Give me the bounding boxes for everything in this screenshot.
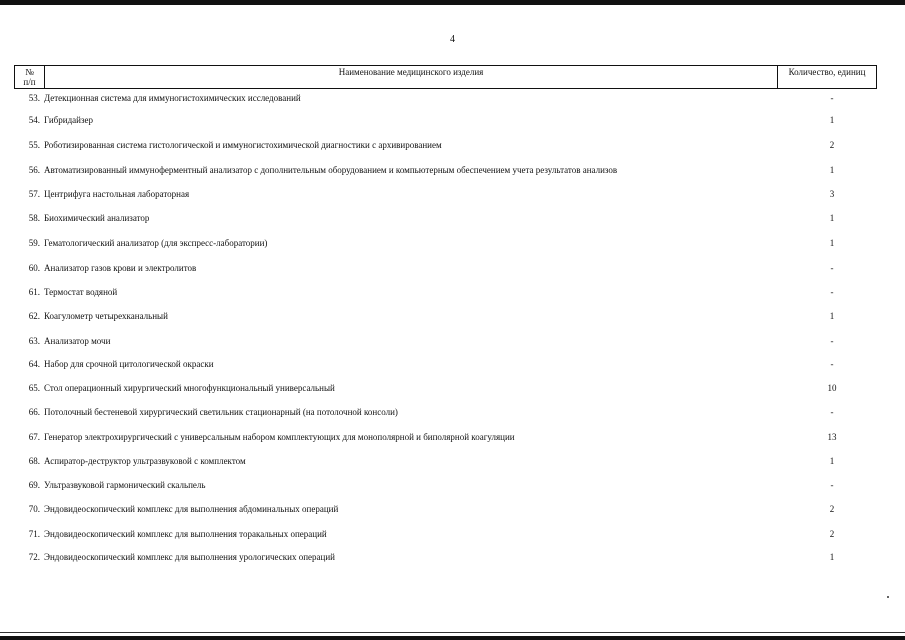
row-item-name: Стол операционный хирургический многофункциональный универсальный — [44, 383, 335, 393]
scan-speck — [887, 596, 889, 598]
header-quantity-column: Количество, единиц — [788, 67, 866, 77]
row-number: 71. — [28, 529, 40, 539]
row-quantity: 2 — [829, 140, 835, 150]
row-item-name: Эндовидеоскопический комплекс для выполнения урологических операций — [44, 552, 335, 562]
row-quantity: 1 — [829, 213, 835, 223]
row-item-name: Термостат водяной — [44, 287, 118, 297]
table-row — [20, 310, 870, 322]
table-row — [20, 286, 870, 298]
row-quantity: 10 — [827, 383, 837, 393]
table-row — [20, 528, 870, 540]
table-row — [20, 455, 870, 467]
row-number: 60. — [28, 263, 40, 273]
table-row — [20, 164, 870, 176]
row-quantity: 2 — [829, 504, 835, 514]
row-number: 53. — [28, 93, 40, 103]
row-quantity: 2 — [829, 529, 835, 539]
top-scan-border — [0, 0, 905, 5]
bottom-scan-line — [0, 632, 905, 633]
table-row — [20, 237, 870, 249]
row-item-name: Набор для срочной цитологической окраски — [44, 359, 214, 369]
row-number: 57. — [28, 189, 40, 199]
row-number: 59. — [28, 238, 40, 248]
row-quantity: - — [830, 480, 834, 490]
page-number: 4 — [450, 34, 455, 45]
row-quantity: 13 — [827, 432, 837, 442]
row-quantity: 1 — [829, 311, 835, 321]
table-row — [20, 212, 870, 224]
row-quantity: - — [830, 407, 834, 417]
row-number: 68. — [28, 456, 40, 466]
row-item-name: Гематологический анализатор (для экспресс-лаборатории) — [44, 238, 268, 248]
row-item-name: Анализатор газов крови и электролитов — [44, 263, 197, 273]
row-item-name: Эндовидеоскопический комплекс для выполнения абдоминальных операций — [44, 504, 339, 514]
row-item-name: Роботизированная система гистологической и иммуногистохимической диагностики с архивированием — [44, 140, 442, 150]
header-number-column — [15, 66, 45, 88]
table-row — [20, 479, 870, 491]
row-item-name: Центрифуга настольная лабораторная — [44, 189, 190, 199]
row-quantity: - — [830, 336, 834, 346]
row-quantity: - — [830, 263, 834, 273]
table-row — [20, 188, 870, 200]
table-row — [20, 358, 870, 370]
row-number: 65. — [28, 383, 40, 393]
row-quantity: 1 — [829, 165, 835, 175]
row-number: 54. — [28, 115, 40, 125]
table-row — [20, 431, 870, 443]
header-name-column: Наименование медицинского изделия — [45, 66, 778, 88]
row-number: 55. — [28, 140, 40, 150]
row-item-name: Генератор электрохирургический с универсальным набором комплектующих для монополярной и биполярной коагуляции — [44, 432, 515, 442]
header-number-label: № п/п — [23, 67, 36, 87]
row-quantity: - — [830, 359, 834, 369]
table-row — [20, 503, 870, 515]
row-number: 67. — [28, 432, 40, 442]
row-number: 72. — [28, 552, 40, 562]
row-item-name: Автоматизированный иммуноферментный анализатор с дополнительным оборудованием и компьютерным обеспечением учета результатов анализов — [44, 165, 618, 175]
row-quantity: 1 — [829, 456, 835, 466]
table-row — [20, 92, 870, 104]
row-quantity: 1 — [829, 238, 835, 248]
row-number: 69. — [28, 480, 40, 490]
row-item-name: Эндовидеоскопический комплекс для выполнения торакальных операций — [44, 529, 327, 539]
table-row — [20, 551, 870, 563]
row-number: 66. — [28, 407, 40, 417]
row-number: 58. — [28, 213, 40, 223]
row-number: 62. — [28, 311, 40, 321]
row-quantity: 1 — [829, 115, 835, 125]
row-item-name: Ультразвуковой гармонический скальпель — [44, 480, 206, 490]
row-item-name: Аспиратор-деструктор ультразвуковой с комплектом — [44, 456, 246, 466]
row-number: 64. — [28, 359, 40, 369]
row-quantity: 1 — [829, 552, 835, 562]
row-item-name: Гибридайзер — [44, 115, 94, 125]
table-row — [20, 139, 870, 151]
row-item-name: Биохимический анализатор — [44, 213, 150, 223]
row-quantity: - — [830, 93, 834, 103]
table-header — [14, 65, 877, 89]
row-item-name: Анализатор мочи — [44, 336, 111, 346]
table-row — [20, 382, 870, 394]
row-number: 56. — [28, 165, 40, 175]
table-row — [20, 406, 870, 418]
row-number: 70. — [28, 504, 40, 514]
bottom-scan-border — [0, 636, 905, 640]
row-item-name: Коагулометр четырехканальный — [44, 311, 168, 321]
row-item-name: Потолочный бестеневой хирургический светильник стационарный (на потолочной консоли) — [44, 407, 398, 417]
table-row — [20, 114, 870, 126]
table-row — [20, 335, 870, 347]
row-number: 63. — [28, 336, 40, 346]
row-quantity: 3 — [829, 189, 835, 199]
row-quantity: - — [830, 287, 834, 297]
row-number: 61. — [28, 287, 40, 297]
row-item-name: Детекционная система для иммуногистохимических исследований — [44, 93, 301, 103]
table-row — [20, 262, 870, 274]
